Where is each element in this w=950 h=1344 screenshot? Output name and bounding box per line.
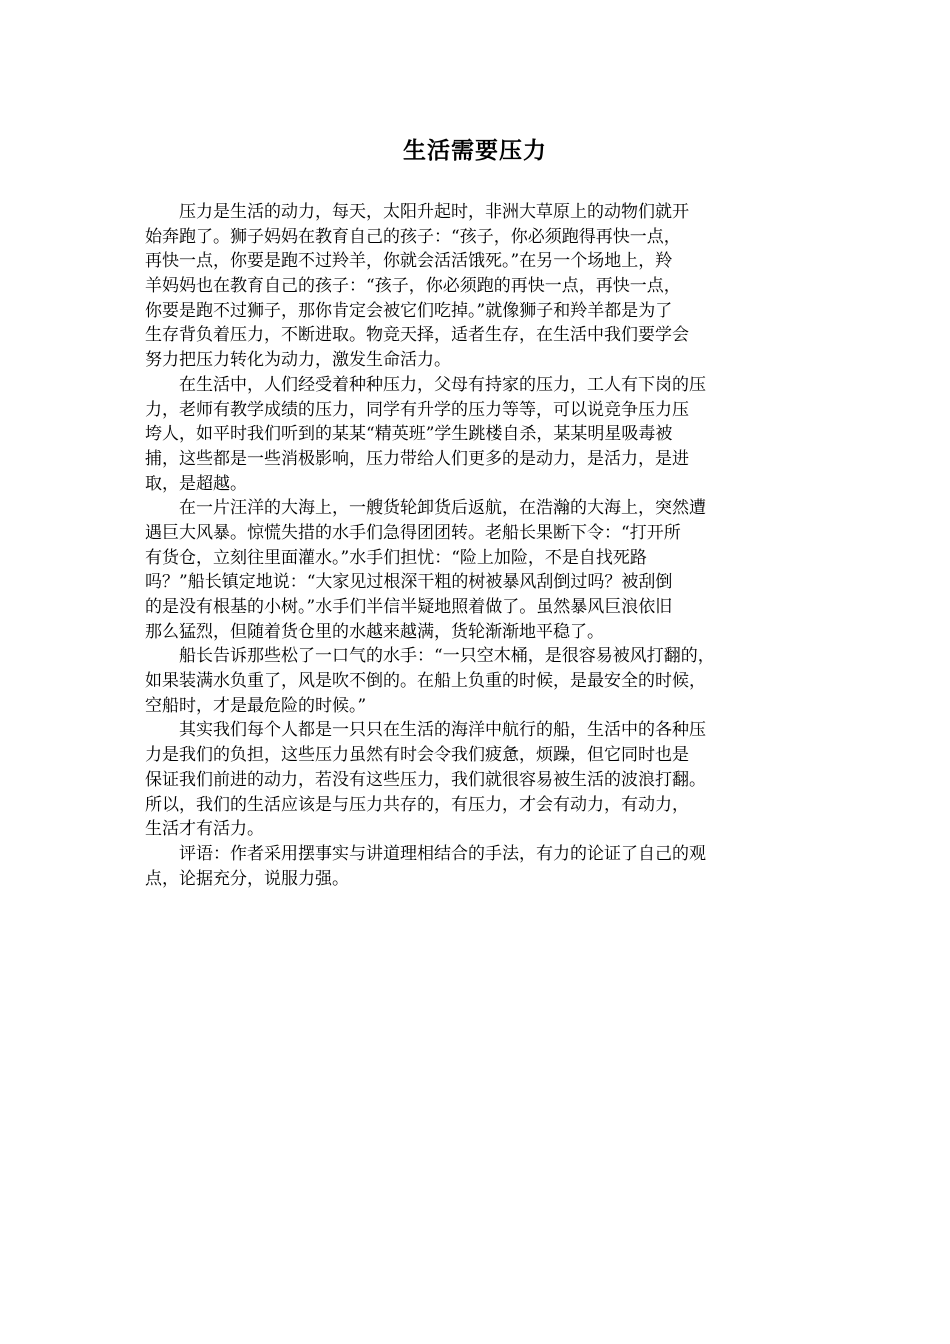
body-text-line: 有货仓，立刻往里面灌水。”水手们担忧：“险上加险，不是自找死路	[145, 547, 647, 568]
body-text-line: 如果装满水负重了，风是吹不倒的。在船上负重的时候，是最安全的时候，	[145, 671, 706, 692]
body-text-line: 保证我们前进的动力，若没有这些压力，我们就很容易被生活的波浪打翻。	[145, 769, 706, 790]
body-text-line: 压力是生活的动力，每天，太阳升起时，非洲大草原上的动物们就开	[145, 202, 689, 222]
body-text-line: 你要是跑不过狮子，那你肯定会被它们吃掉。”就像狮子和羚羊都是为了	[145, 300, 673, 321]
body-text-line: 的是没有根基的小树。”水手们半信半疑地照着做了。虽然暴风巨浪依旧	[145, 597, 673, 617]
body-text-line: 努力把压力转化为动力，激发生命活力。	[145, 350, 451, 371]
body-text-line: 生存背负着压力，不断进取。物竞天择，适者生存，在生活中我们要学会	[145, 325, 689, 346]
body-text-line: 力是我们的负担，这些压力虽然有时会令我们疲惫，烦躁，但它同时也是	[145, 745, 689, 766]
body-text-line: 吗？”船长镇定地说：“大家见过根深干粗的树被暴风刮倒过吗？被刮倒	[145, 572, 673, 593]
document-body	[145, 200, 785, 891]
body-text-line: 生活才有活力。	[145, 819, 264, 840]
body-text-line: 取，是超越。	[145, 473, 247, 494]
body-text-line: 船长告诉那些松了一口气的水手：“一只空木桶，是很容易被风打翻的，	[145, 646, 715, 667]
document-title: 生活需要压力	[403, 138, 547, 164]
body-text-line: 所以，我们的生活应该是与压力共存的，有压力，才会有动力，有动力，	[145, 794, 689, 815]
body-text-line: 点，论据充分，说服力强。	[145, 868, 349, 889]
body-text-line: 在一片汪洋的大海上，一艘货轮卸货后返航，在浩瀚的大海上，突然遭	[145, 498, 706, 519]
body-text-line: 其实我们每个人都是一只只在生活的海洋中航行的船，生活中的各种压	[145, 720, 706, 741]
body-text-line: 羊妈妈也在教育自己的孩子：“孩子，你必须跑的再快一点，再快一点，	[145, 276, 681, 297]
body-text-line: 捕，这些都是一些消极影响，压力带给人们更多的是动力，是活力，是进	[145, 448, 689, 469]
body-text-line: 空船时，才是最危险的时候。”	[145, 695, 367, 716]
body-text-line: 再快一点，你要是跑不过羚羊，你就会活活饿死。”在另一个场地上，羚	[145, 251, 673, 272]
body-text-line: 始奔跑了。狮子妈妈在教育自己的孩子：“孩子，你必须跑得再快一点，	[145, 226, 681, 247]
body-text-line: 遇巨大风暴。惊慌失措的水手们急得团团转。老船长果断下令：“打开所	[145, 522, 681, 543]
body-text-line: 评语：作者采用摆事实与讲道理相结合的手法，有力的论证了自己的观	[145, 843, 706, 864]
body-text-line: 那么猛烈，但随着货仓里的水越来越满，货轮渐渐地平稳了。	[145, 621, 604, 642]
body-text-line: 在生活中，人们经受着种种压力，父母有持家的压力，工人有下岗的压	[145, 374, 706, 395]
body-text-line: 垮人，如平时我们听到的某某“精英班”学生跳楼自杀，某某明星吸毒被	[145, 424, 673, 445]
body-text-line: 力，老师有教学成绩的压力，同学有升学的压力等等，可以说竞争压力压	[145, 399, 689, 420]
